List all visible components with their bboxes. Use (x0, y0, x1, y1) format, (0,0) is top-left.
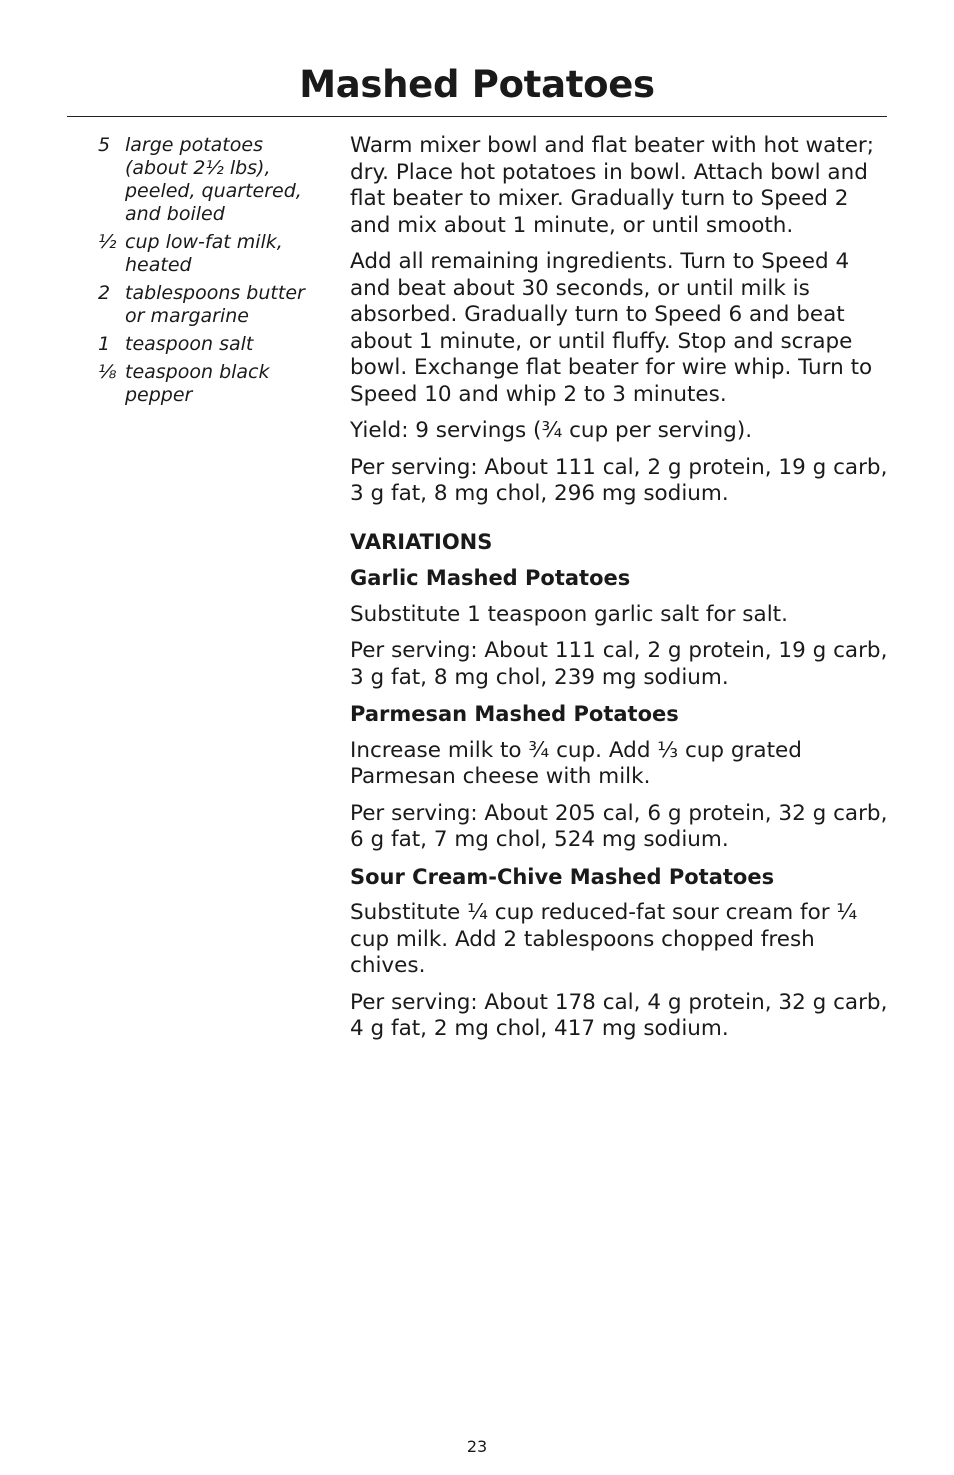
ingredient-quantity: 2 (98, 282, 111, 304)
ingredient-item (98, 361, 320, 407)
page-title: Mashed Potatoes (299, 63, 655, 106)
variation-nutrition: Per serving: About 111 cal, 2 g protein, 19 g carb, 3 g fat, 8 mg chol, 239 mg sodium. (350, 638, 888, 690)
variation-instructions: Increase milk to ¾ cup. Add ⅓ cup grated Parmesan cheese with milk. (350, 737, 802, 789)
recipe-directions (350, 133, 895, 1053)
variation-nutrition: Per serving: About 205 cal, 6 g protein, 32 g carb, 6 g fat, 7 mg chol, 524 mg sodium. (350, 800, 888, 852)
variation-title: Parmesan Mashed Potatoes (350, 702, 679, 726)
variations-heading: VARIATIONS (350, 529, 493, 554)
variation-title: Garlic Mashed Potatoes (350, 566, 631, 590)
ingredient-item (98, 231, 320, 277)
ingredient-text: large potatoes (about 2½ lbs), peeled, quartered, and boiled (125, 134, 302, 225)
ingredient-quantity: ⅛ (98, 361, 117, 383)
title-divider (67, 116, 887, 117)
variation (350, 864, 895, 1043)
variation (350, 565, 895, 691)
ingredient-item (98, 282, 320, 328)
variation-instructions: Substitute 1 teaspoon garlic salt for salt. (350, 601, 788, 627)
yield-text: Yield: 9 servings (¾ cup per serving). (350, 418, 753, 443)
ingredient-text: cup low-fat milk, heated (125, 231, 283, 276)
page-number: 23 (466, 1437, 488, 1456)
ingredient-item (98, 333, 320, 356)
variation (350, 701, 895, 854)
ingredient-quantity: ½ (98, 231, 117, 253)
ingredient-text: teaspoon black pepper (125, 361, 270, 406)
direction-paragraph: Add all remaining ingredients. Turn to Speed 4 and beat about 30 seconds, or until milk is absorbed. Gradually turn to Speed 6 and beat about 1 minute, or until fluffy. Stop and scrape bowl. Exchange flat beater for wire whip. Turn to Speed 10 and whip 2 to 3 minutes. (350, 249, 873, 407)
ingredients-list (98, 134, 320, 412)
ingredient-text: teaspoon salt (125, 333, 254, 355)
variation-instructions: Substitute ¼ cup reduced-fat sour cream for ¼ cup milk. Add 2 tablespoons chopped fresh chives. (350, 900, 858, 978)
direction-paragraph: Warm mixer bowl and flat beater with hot water; dry. Place hot potatoes in bowl. Attach bowl and flat beater to mixer. Gradually turn to Speed 2 and mix about 1 minute, or until smooth. (350, 133, 875, 238)
ingredient-item (98, 134, 320, 226)
ingredient-quantity: 5 (98, 134, 111, 156)
ingredient-text: tablespoons butter or margarine (125, 282, 305, 327)
ingredient-quantity: 1 (98, 333, 111, 355)
variation-nutrition: Per serving: About 178 cal, 4 g protein, 32 g carb, 4 g fat, 2 mg chol, 417 mg sodium. (350, 989, 888, 1041)
nutrition-text: Per serving: About 111 cal, 2 g protein, 19 g carb, 3 g fat, 8 mg chol, 296 mg sodium. (350, 454, 888, 506)
variation-title: Sour Cream-Chive Mashed Potatoes (350, 864, 775, 889)
